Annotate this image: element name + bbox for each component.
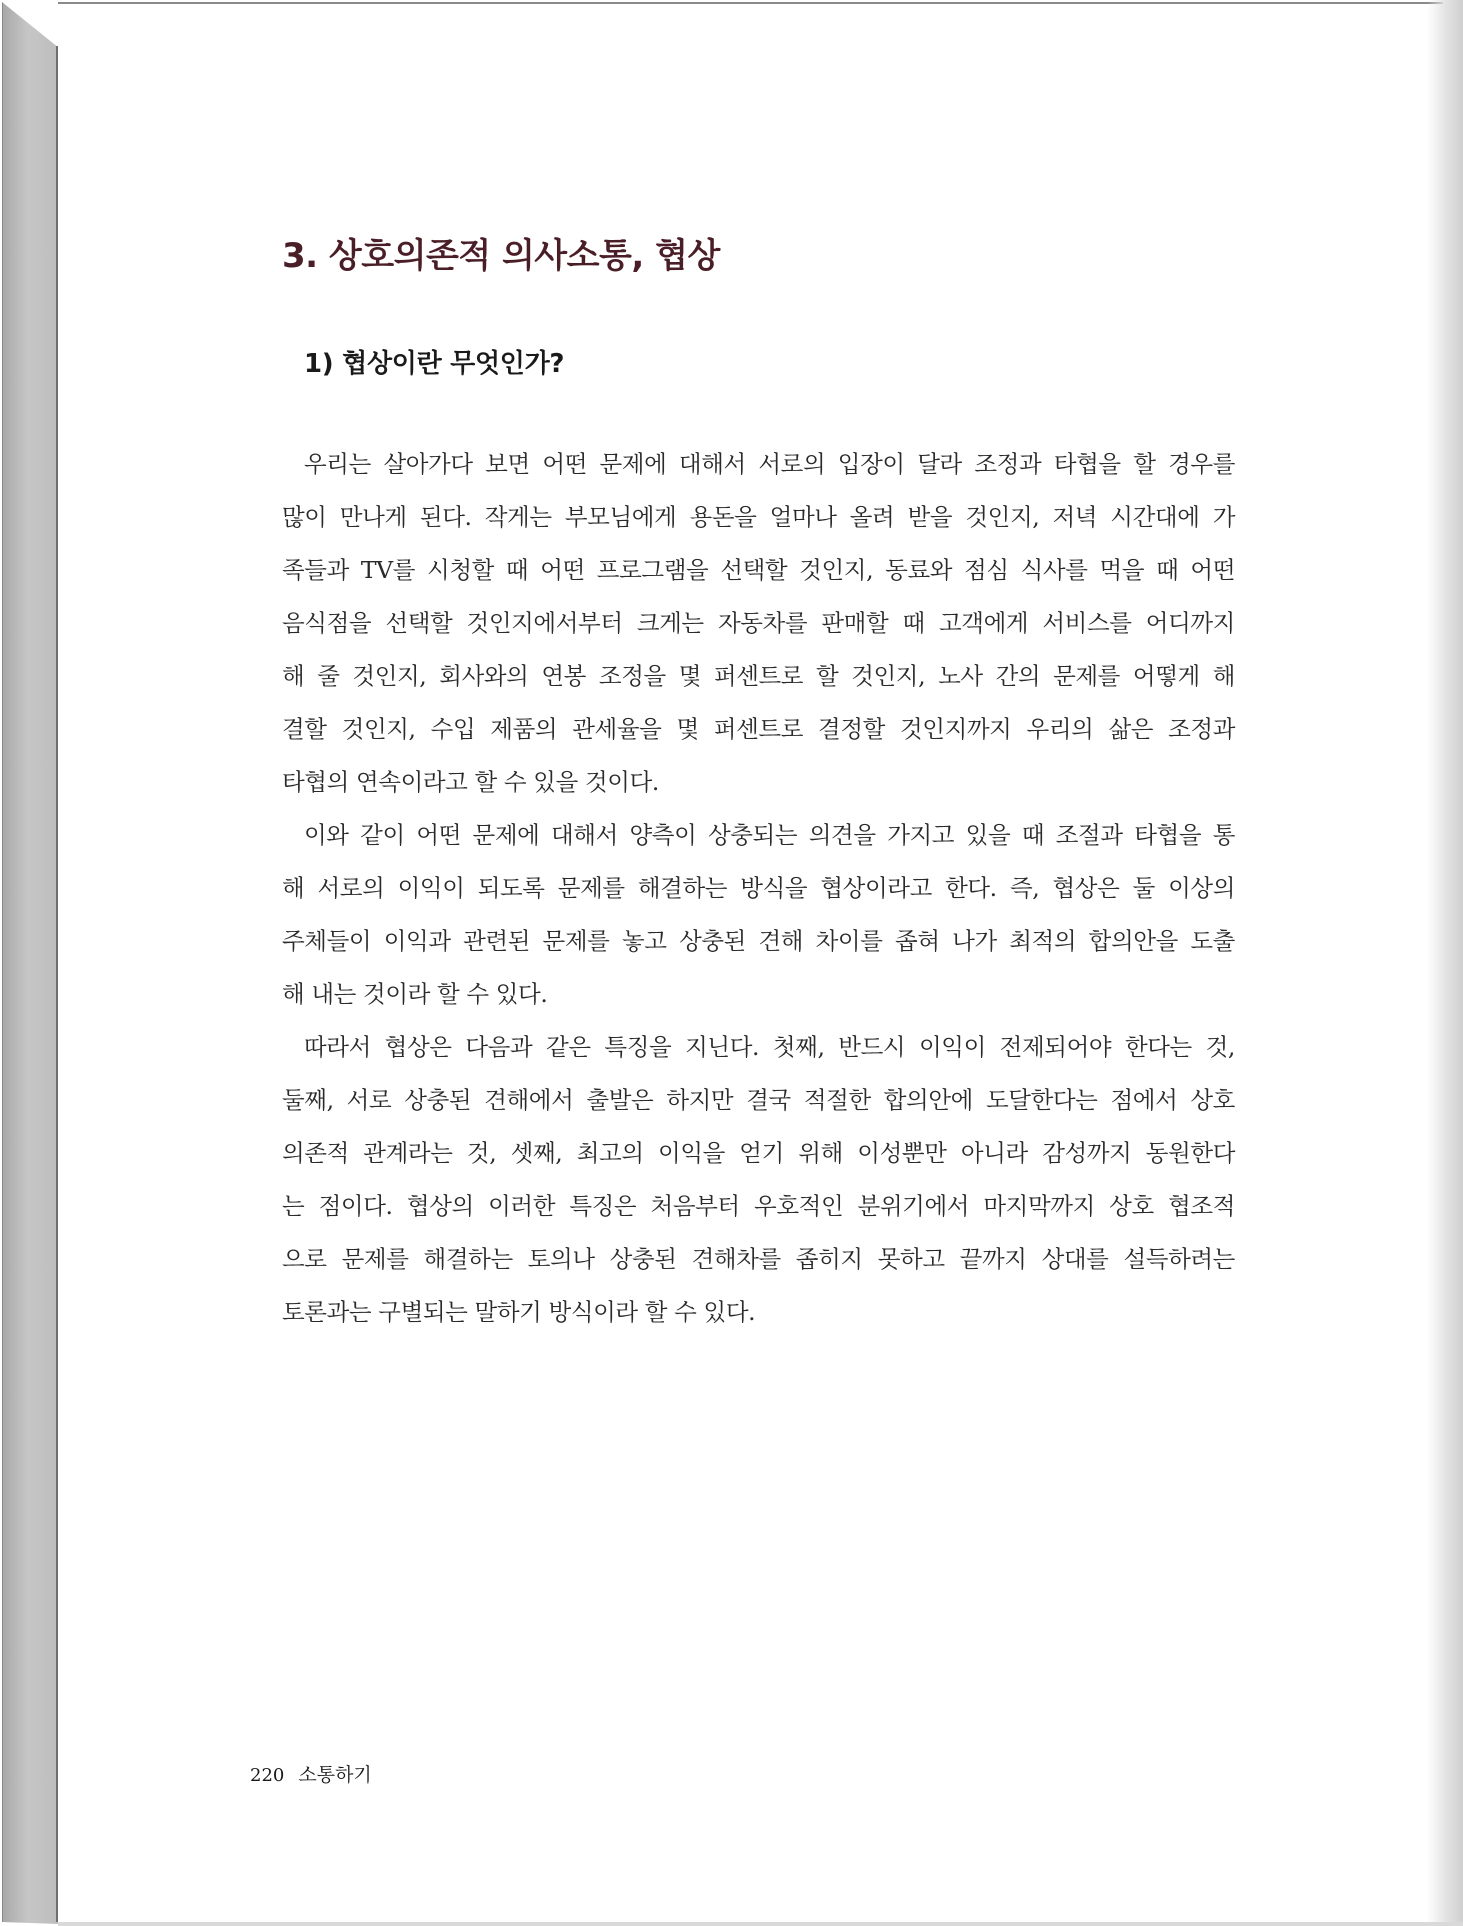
body-line: 토론과는 구별되는 말하기 방식이라 할 수 있다.: [282, 1298, 756, 1326]
page-footer: [250, 1760, 372, 1787]
body-text: [282, 438, 1235, 1339]
body-line: 타협의 연속이라고 할 수 있을 것이다.: [282, 768, 659, 796]
body-line: 둘째, 서로 상충된 견해에서 출발은 하지만 결국 적절한 합의안에 도달한다는 점에서 상호: [282, 1086, 1235, 1114]
body-line: 는 점이다. 협상의 이러한 특징은 처음부터 우호적인 분위기에서 마지막까지 상호 협조적: [282, 1192, 1235, 1220]
body-line: 많이 만나게 된다. 작게는 부모님에게 용돈을 얼마나 올려 받을 것인지, 저녁 시간대에 가: [282, 503, 1235, 531]
body-line: 족들과 TV를 시청할 때 어떤 프로그램을 선택할 것인지, 동료와 점심 식사를 먹을 때 어떤: [282, 556, 1235, 584]
body-line: 결할 것인지, 수입 제품의 관세율을 몇 퍼센트로 결정할 것인지까지 우리의 삶은 조정과: [282, 715, 1235, 743]
body-line: 우리는 살아가다 보면 어떤 문제에 대해서 서로의 입장이 달라 조정과 타협을 할 경우를: [304, 450, 1235, 478]
body-line: 해 서로의 이익이 되도록 문제를 해결하는 방식을 협상이라고 한다. 즉, 협상은 둘 이상의: [282, 874, 1235, 902]
section-heading: 3. 상호의존적 의사소통, 협상: [282, 236, 720, 276]
page-bottom-shadow: [58, 1922, 1463, 1926]
body-line: 음식점을 선택할 것인지에서부터 크게는 자동차를 판매할 때 고객에게 서비스를 어디까지: [282, 609, 1235, 637]
body-line: 주체들이 이익과 관련된 문제를 놓고 상충된 견해 차이를 좁혀 나가 최적의 합의안을 도출: [282, 927, 1235, 955]
book-spine: [2, 2, 59, 1924]
subsection-heading: 1) 협상이란 무엇인가?: [304, 349, 565, 379]
body-line: 해 줄 것인지, 회사와의 연봉 조정을 몇 퍼센트로 할 것인지, 노사 간의 문제를 어떻게 해: [282, 662, 1235, 690]
page-number: 220: [250, 1765, 285, 1786]
body-line: 의존적 관계라는 것, 셋째, 최고의 이익을 얻기 위해 이성뿐만 아니라 감성까지 동원한다: [282, 1139, 1235, 1167]
page-right-shadow: [1427, 0, 1463, 1926]
book-title: 소통하기: [298, 1764, 372, 1786]
body-line: 해 내는 것이라 할 수 있다.: [282, 980, 548, 1008]
body-line: 따라서 협상은 다음과 같은 특징을 지닌다. 첫째, 반드시 이익이 전제되어야 한다는 것,: [304, 1033, 1235, 1061]
body-line: 이와 같이 어떤 문제에 대해서 양측이 상충되는 의견을 가지고 있을 때 조절과 타협을 통: [304, 821, 1235, 849]
body-line: 으로 문제를 해결하는 토의나 상충된 견해차를 좁히지 못하고 끝까지 상대를 설득하려는: [282, 1245, 1235, 1273]
